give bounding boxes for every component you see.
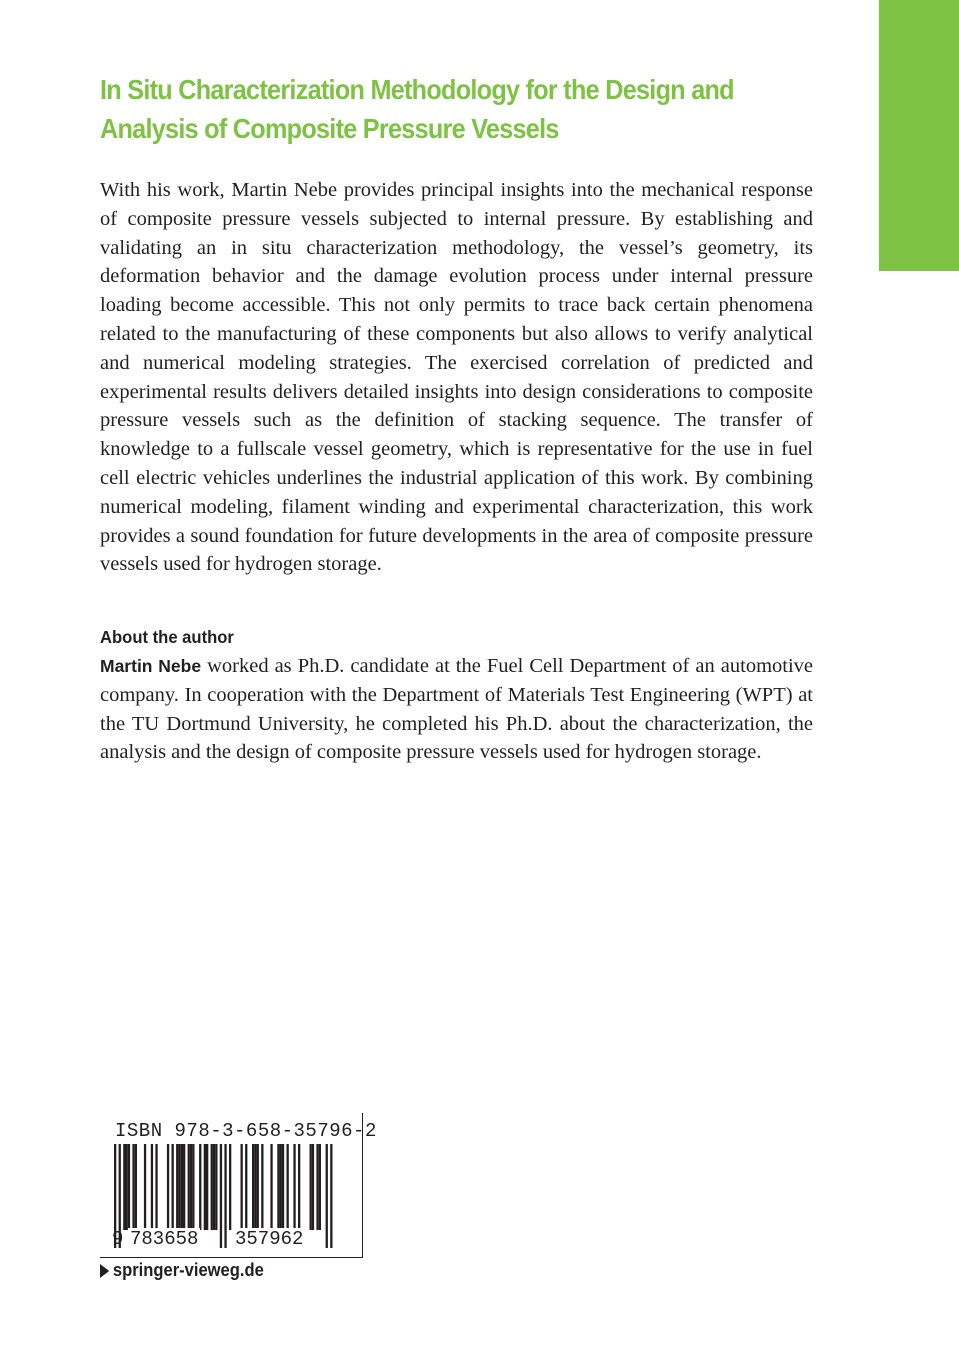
barcode-digits-right: 357962 — [235, 1228, 304, 1250]
barcode-bar — [155, 1144, 157, 1230]
barcode-bar — [215, 1144, 217, 1230]
barcode-bar — [330, 1144, 332, 1248]
barcode-bar — [220, 1144, 222, 1248]
barcode-bar — [192, 1144, 194, 1230]
barcode-bar — [312, 1144, 314, 1230]
barcode-bar — [245, 1144, 247, 1230]
about-author-text — [100, 652, 813, 767]
barcode-bar — [241, 1144, 243, 1230]
barcode-bar — [254, 1144, 256, 1230]
barcode-bar — [310, 1144, 312, 1230]
barcode-bar — [128, 1144, 130, 1230]
barcode-bar — [213, 1144, 215, 1230]
barcode-bar — [326, 1144, 328, 1248]
barcode-bar — [298, 1144, 300, 1230]
barcode-bar — [277, 1144, 279, 1230]
barcode-digit-first: 9 — [112, 1228, 124, 1250]
book-title: In Situ Characterization Methodology for the Design and Analysis of Composite Pressure Vessels — [100, 74, 734, 144]
barcode-bar — [132, 1144, 134, 1230]
barcode-bar — [319, 1144, 321, 1230]
barcode-bar — [287, 1144, 289, 1230]
barcode-bar — [181, 1144, 183, 1230]
barcode-bar — [224, 1144, 226, 1248]
green-edge-tab — [879, 0, 959, 271]
barcode-bar — [199, 1144, 201, 1230]
isbn-label: ISBN 978-3-658-35796-2 — [115, 1120, 377, 1142]
barcode-bar — [178, 1144, 180, 1230]
barcode-bar — [261, 1144, 263, 1230]
barcode-bar — [123, 1144, 125, 1230]
barcode-bar — [183, 1144, 185, 1230]
barcode-bar — [151, 1144, 153, 1230]
barcode-digits-left: 783658 — [130, 1228, 199, 1250]
barcode-bar — [126, 1144, 128, 1230]
barcode-bar — [135, 1144, 137, 1230]
barcode-bar — [176, 1144, 178, 1230]
barcode-bar — [229, 1144, 231, 1230]
barcode-bar — [172, 1144, 174, 1230]
book-description: With his work, Martin Nebe provides principal insights into the mechanical response of composite pressure vessels subjected to internal pressure. By establishing and validating an in situ characterization methodology, the vessel’s geometry, its deformation behavior and the damage evolution process under internal pressure loading become accessible. This not only permits to trace back certain phenomena related to the manufacturing of these components but also allows to verify analytical and numerical modeling strategies. The exercised correlation of predicted and experimental results delivers detailed insights into design considerations to composite pressure vessels such as the definition of stacking sequence. The transfer of knowledge to a fullscale vessel geometry, which is representative for the use in fuel cell electric vehicles underlines the industrial application of this work. By combining numerical modeling, filament winding and experimental characterization, this work provides a sound foundation for future developments in the area of composite pressure vessels used for hydrogen storage. — [100, 179, 813, 576]
barcode-bar — [280, 1144, 282, 1230]
about-author-heading: About the author — [100, 627, 234, 647]
barcode-bar — [252, 1144, 254, 1230]
author-name: Martin Nebe — [100, 656, 202, 676]
barcode-bar — [206, 1144, 208, 1230]
barcode-bar — [167, 1144, 169, 1230]
barcode-bar — [316, 1144, 318, 1230]
barcode-bar — [257, 1144, 259, 1230]
barcode-bar — [270, 1144, 272, 1230]
barcode-bar — [188, 1144, 190, 1230]
arrow-right-icon — [100, 1264, 109, 1278]
website-label[interactable]: springer-vieweg.de — [112, 1260, 264, 1280]
barcode-bar — [144, 1144, 146, 1230]
barcode-bar — [190, 1144, 192, 1230]
barcode-bar — [293, 1144, 295, 1230]
barcode-bar — [204, 1144, 206, 1230]
barcode-bar — [211, 1144, 213, 1230]
barcode-bar — [282, 1144, 284, 1230]
author-bio: worked as Ph.D. candidate at the Fuel Cell Department of an automotive company. In cooperation with the Department of Materials Test Engineering (WPT) at the TU Dortmund University, he completed his Ph.D. about the characterization, the analysis and the design of composite pressure vessels used for hydrogen storage. — [100, 655, 814, 764]
publisher-website[interactable] — [100, 1260, 264, 1281]
